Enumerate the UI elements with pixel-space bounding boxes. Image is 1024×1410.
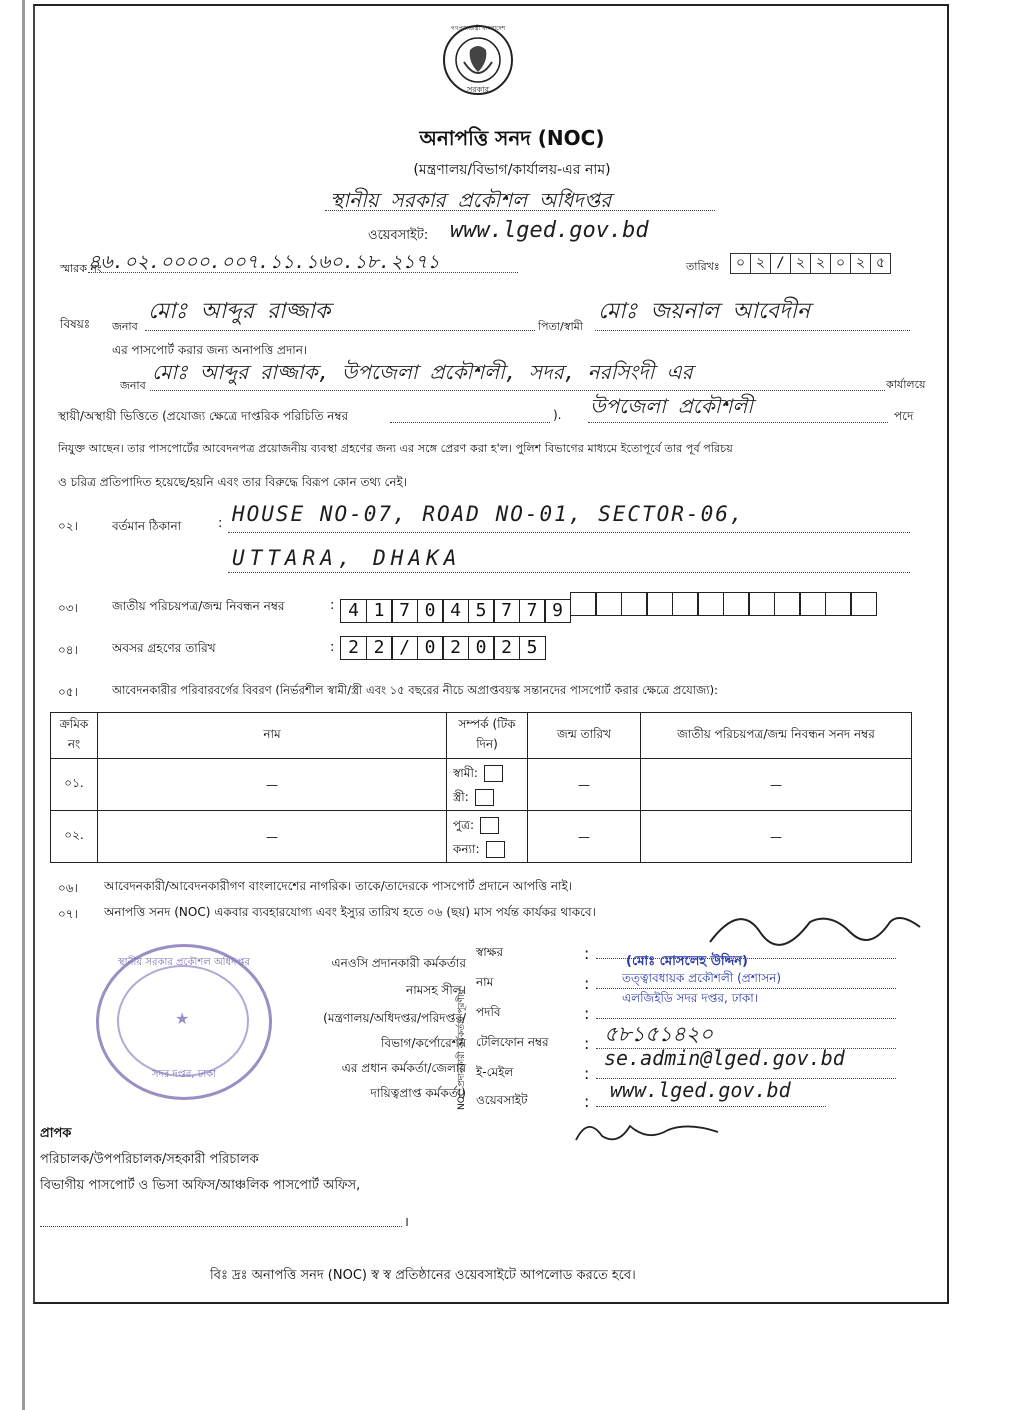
field-colon: : bbox=[584, 1092, 590, 1111]
date-digit: ০ bbox=[830, 253, 851, 274]
field-colon: : bbox=[584, 974, 590, 993]
sig-left-6: দায়িত্বপ্রাপ্ত কর্মকর্তা) bbox=[370, 1086, 466, 1100]
field-colon: : bbox=[584, 1064, 590, 1083]
nid-digit bbox=[595, 592, 622, 616]
rel-husband-checkbox[interactable] bbox=[484, 765, 503, 782]
memo-line bbox=[88, 272, 518, 273]
address-dots2 bbox=[228, 572, 910, 573]
row-dob: — bbox=[528, 759, 641, 811]
sig-left-4: বিভাগ/কর্পোরেশন bbox=[381, 1036, 466, 1050]
signatory-name: (মোঃ মোসলেহ উদ্দিন) bbox=[626, 954, 748, 969]
para-line4: ও চরিত্র প্রতিপাদিত হয়েছে/হয়নি এবং তার বিরুদ্ধে বিরূপ কোন তথ্য নেই। bbox=[58, 475, 408, 489]
item04-num: ০৪। bbox=[58, 643, 78, 657]
initial-signature bbox=[568, 1112, 748, 1152]
field-colon: : bbox=[584, 1034, 590, 1053]
subject-label: বিষয়ঃ bbox=[60, 317, 91, 331]
rel-son-checkbox[interactable] bbox=[480, 817, 499, 834]
row-nid: — bbox=[641, 811, 912, 863]
memo-label: স্মারক নং bbox=[60, 262, 102, 275]
para-line3: নিযুক্ত আছেন। তার পাসপোর্টের আবেদনপত্র প্রয়োজনীয় ব্যবস্থা গ্রহণের জন্য এর সঙ্গে প্রেরণ করা হ'ল। পুলিশ বিভাগের মাধ্যমে ইতোপূর্বে তার পূর্ব পরিচয় bbox=[58, 442, 733, 455]
nid-digit bbox=[774, 592, 801, 616]
row-name: — bbox=[98, 811, 447, 863]
item03-num: ০৩। bbox=[58, 601, 78, 615]
phone-value: ৫৮১৫১৪২০ bbox=[604, 1022, 714, 1046]
field-signature-label: স্বাক্ষর bbox=[476, 945, 504, 959]
sig-left-1: এনওসি প্রদানকারী কর্মকর্তার bbox=[331, 956, 466, 970]
field-colon: : bbox=[584, 1004, 590, 1023]
date-digit: ২ bbox=[790, 253, 811, 274]
nid-digit bbox=[697, 592, 724, 616]
row-dob: — bbox=[528, 811, 641, 863]
government-emblem-icon bbox=[440, 22, 516, 114]
recipient-line3 bbox=[40, 1226, 402, 1227]
nid-digit: 7 bbox=[391, 599, 418, 623]
retire-digit: 2 bbox=[493, 636, 520, 660]
designation-line bbox=[588, 422, 888, 423]
office-name-line bbox=[325, 210, 715, 211]
recipient-label: প্রাপক bbox=[40, 1126, 72, 1141]
vertical-note: NOC প্রদানকারী কর্মকর্তার পূরণীয় bbox=[457, 989, 467, 1110]
father-name: মোঃ জয়নাল আবেদীন bbox=[598, 299, 811, 324]
memo-number: ৪৬.০২.০০০০.০০৭.১১.১৬০.১৮.২১৭১ bbox=[88, 251, 440, 273]
office-name: স্থানীয় সরকার প্রকৌশল অধিদপ্তর bbox=[330, 188, 612, 212]
item07-text: অনাপত্তি সনদ (NOC) একবার ব্যবহারযোগ্য এবং ইস্যুর তারিখ হতে ০৬ (ছয়) মাস পর্যন্ত কার্যকর থাকবে। bbox=[104, 905, 596, 919]
father-name-line bbox=[595, 330, 910, 331]
item06-num: ০৬। bbox=[58, 881, 78, 895]
para-line2: স্থায়ী/অস্থায়ী ভিত্তিতে (প্রযোজ্য ক্ষেত্রে দাপ্তরিক পরিচিতি নম্বর bbox=[58, 409, 349, 423]
item02-num: ০২। bbox=[58, 519, 78, 533]
seal-text-bottom: সদর দপ্তর, ঢাকা bbox=[151, 1069, 217, 1080]
retire-digit: 2 bbox=[442, 636, 469, 660]
rel-son-label: পুত্র: bbox=[453, 817, 475, 832]
nid-label: জাতীয় পরিচয়পত্র/জন্ম নিবন্ধন নম্বর bbox=[112, 599, 285, 613]
date-digit: ৫ bbox=[870, 253, 891, 274]
retire-colon: : bbox=[330, 640, 335, 655]
date-digit: ২ bbox=[750, 253, 771, 274]
nid-boxes bbox=[340, 592, 876, 623]
father-label: পিতা/স্বামী bbox=[538, 320, 583, 333]
emblem-text-top: গণপ্রজাতন্ত্রী বাংলাদেশ bbox=[450, 25, 506, 32]
date-digit: ২ bbox=[810, 253, 831, 274]
row-sl: ০২. bbox=[51, 811, 98, 863]
nid-digit bbox=[825, 592, 852, 616]
website-label: ওয়েবসাইট: bbox=[368, 228, 429, 243]
col-sl: ক্রমিক নং bbox=[51, 713, 98, 759]
para-id-line bbox=[390, 422, 550, 423]
subject-janab: জনাব bbox=[112, 320, 138, 333]
table-row bbox=[51, 759, 912, 811]
retire-boxes bbox=[340, 636, 544, 660]
nid-digit bbox=[723, 592, 750, 616]
col-nid: জাতীয় পরিচয়পত্র/জন্ম নিবন্ধন সনদ নম্বর bbox=[641, 713, 912, 759]
para-close: ). bbox=[553, 408, 562, 422]
nid-digit bbox=[748, 592, 775, 616]
address-colon: : bbox=[218, 516, 223, 531]
field-name-label: নাম bbox=[476, 975, 494, 989]
retire-digit: 0 bbox=[417, 636, 444, 660]
field-website-label: ওয়েবসাইট bbox=[476, 1093, 528, 1107]
retire-digit: / bbox=[391, 636, 418, 660]
nid-digit: 7 bbox=[493, 599, 520, 623]
retire-digit: 5 bbox=[519, 636, 546, 660]
para-handwritten: মোঃ আব্দুর রাজ্জাক, উপজেলা প্রকৌশলী, সদর, নরসিংদী এর bbox=[152, 360, 693, 384]
rel-husband-label: স্বামী: bbox=[453, 765, 478, 780]
date-digit: / bbox=[770, 253, 791, 274]
nid-digit: 9 bbox=[544, 599, 571, 623]
para-janab: জনাব bbox=[120, 379, 146, 392]
applicant-name-line bbox=[145, 330, 535, 331]
date-digit: ২ bbox=[850, 253, 871, 274]
recipient-line1: পরিচালক/উপপরিচালক/সহকারী পরিচালক bbox=[40, 1152, 259, 1167]
rel-wife-checkbox[interactable] bbox=[475, 789, 494, 806]
rel-daughter-checkbox[interactable] bbox=[486, 841, 505, 858]
item06-text: আবেদনকারী/আবেদনকারীগণ বাংলাদেশের নাগরিক। তাকে/তাদেরকে পাসপোর্ট প্রদানে আপত্তি নাই। bbox=[104, 879, 573, 893]
nid-digit: 5 bbox=[468, 599, 495, 623]
rel-wife-label: স্ত্রী: bbox=[453, 789, 469, 804]
row-nid: — bbox=[641, 759, 912, 811]
col-name: নাম bbox=[98, 713, 447, 759]
page-edge bbox=[22, 0, 25, 1410]
recipient-line2: বিভাগীয় পাসপোর্ট ও ভিসা অফিস/আঞ্চলিক পাসপোর্ট অফিস, bbox=[40, 1178, 361, 1193]
table-row bbox=[51, 811, 912, 863]
sig-left-5: এর প্রধান কর্মকর্তা/জেলার bbox=[341, 1061, 466, 1075]
row-name: — bbox=[98, 759, 447, 811]
family-intro: আবেদনকারীর পরিবারবর্গের বিবরণ (নির্ভরশীল স্বামী/স্ত্রী এবং ১৫ বছরের নীচে অপ্রাপ্তবয়স্ক সন্তানদের পাসপোর্ট করার ক্ষেত্রে প্রযোজ্য): bbox=[112, 683, 719, 697]
family-table bbox=[50, 712, 912, 863]
field-email-label: ই-মেইল bbox=[476, 1065, 514, 1079]
date-boxes bbox=[730, 252, 890, 274]
nid-digit: 0 bbox=[417, 599, 444, 623]
office-seal bbox=[96, 944, 272, 1100]
email-value: se.admin@lged.gov.bd bbox=[604, 1046, 845, 1070]
sig-left-3: (মন্ত্রণালয়/অধিদপ্তর/পরিদপ্তর/ bbox=[323, 1011, 466, 1025]
seal-text-top: স্থানীয় সরকার প্রকৌশল অধিদপ্তর bbox=[117, 957, 251, 968]
nid-digit bbox=[799, 592, 826, 616]
signatory-office: এলজিইডি সদর দপ্তর, ঢাকা। bbox=[622, 991, 759, 1005]
pade-label: পদে bbox=[894, 409, 914, 423]
signatory-website: www.lged.gov.bd bbox=[610, 1078, 791, 1102]
nid-digit bbox=[621, 592, 648, 616]
item05-num: ০৫। bbox=[58, 685, 78, 699]
retire-digit: 2 bbox=[366, 636, 393, 660]
nid-digit bbox=[672, 592, 699, 616]
row-sl: ০১. bbox=[51, 759, 98, 811]
nid-digit: 4 bbox=[340, 599, 367, 623]
retire-digit: 2 bbox=[340, 636, 367, 660]
para-line1 bbox=[150, 390, 885, 391]
nid-digit bbox=[646, 592, 673, 616]
page-title: অনাপত্তি সনদ (NOC) bbox=[419, 126, 605, 150]
date-label: তারিখঃ bbox=[686, 260, 720, 273]
field-phone-label: টেলিফোন নম্বর bbox=[476, 1035, 549, 1049]
nid-colon: : bbox=[330, 598, 335, 613]
nid-digit: 4 bbox=[442, 599, 469, 623]
nid-digit: 1 bbox=[366, 599, 393, 623]
field-website-line bbox=[596, 1106, 826, 1107]
rel-daughter-label: কন্যা: bbox=[453, 841, 480, 856]
footer-note: বিঃ দ্রঃ অনাপত্তি সনদ (NOC) স্ব স্ব প্রতিষ্ঠানের ওয়েবসাইটে আপলোড করতে হবে। bbox=[210, 1268, 636, 1283]
address-dots1 bbox=[228, 532, 910, 533]
sig-left-2: নামসহ সীল। bbox=[406, 983, 466, 997]
recipient-line3-end: । bbox=[404, 1215, 409, 1230]
col-dob: জন্ম তারিখ bbox=[528, 713, 641, 759]
para-office-suffix: কার্যালয়ে bbox=[886, 378, 926, 391]
emblem-text-bottom: সরকার bbox=[466, 85, 490, 94]
designation: উপজেলা প্রকৌশলী bbox=[590, 394, 753, 418]
seal-star-icon: ★ bbox=[175, 1009, 190, 1028]
field-colon: : bbox=[584, 944, 590, 963]
address-line2: UTTARA, DHAKA bbox=[232, 546, 462, 570]
retire-label: অবসর গ্রহণের তারিখ bbox=[112, 641, 216, 655]
website-value: www.lged.gov.bd bbox=[450, 218, 649, 243]
date-digit: ০ bbox=[730, 253, 751, 274]
item07-num: ০৭। bbox=[58, 907, 78, 921]
row-relation bbox=[447, 759, 528, 811]
row-relation bbox=[447, 811, 528, 863]
applicant-name: মোঃ আব্দুর রাজ্জাক bbox=[148, 299, 331, 324]
ministry-caption: (মন্ত্রণালয়/বিভাগ/কার্যালয়-এর নাম) bbox=[413, 162, 611, 178]
field-designation-label: পদবি bbox=[476, 1005, 501, 1019]
signatory-designation: তত্ত্বাবধায়ক প্রকৌশলী (প্রশাসন) bbox=[622, 971, 782, 985]
col-relation: সম্পর্ক (টিক দিন) bbox=[447, 713, 528, 759]
nid-digit: 7 bbox=[519, 599, 546, 623]
nid-digit bbox=[570, 592, 597, 616]
address-line1: HOUSE NO-07, ROAD NO-01, SECTOR-06, bbox=[232, 502, 745, 526]
nid-digit bbox=[850, 592, 877, 616]
retire-digit: 0 bbox=[468, 636, 495, 660]
address-label: বর্তমান ঠিকানা bbox=[112, 519, 182, 533]
subject-purpose: এর পাসপোর্ট করার জন্য অনাপত্তি প্রদান। bbox=[112, 343, 308, 357]
